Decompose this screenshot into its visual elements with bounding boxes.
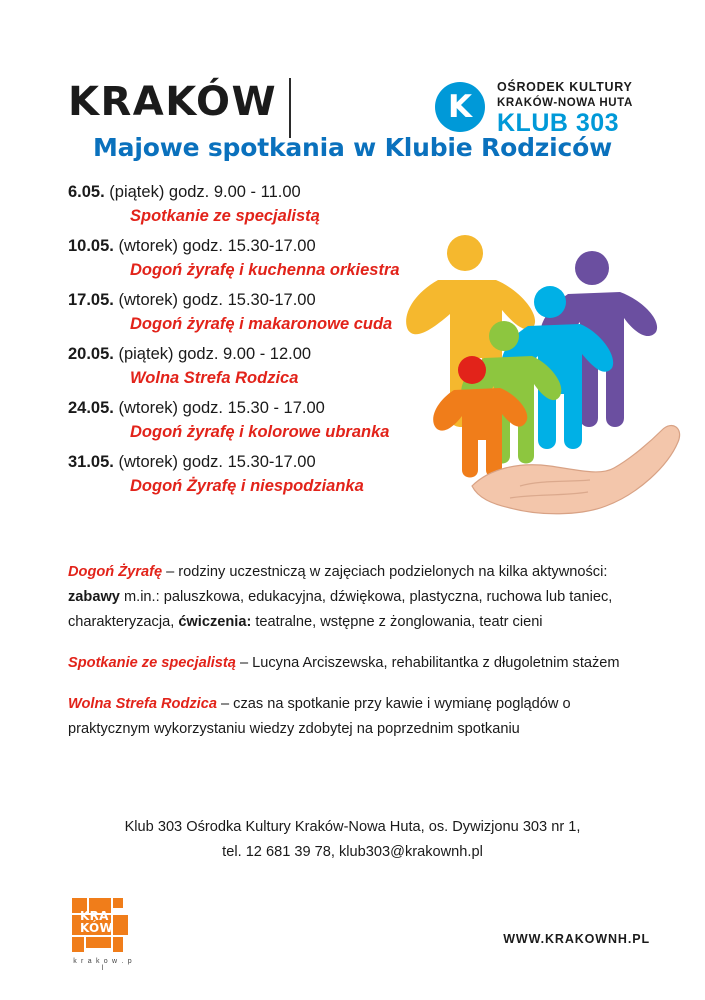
schedule-details: (wtorek) godz. 15.30-17.00 [118,237,316,255]
logo-caption: k r a k o w . p l [73,958,133,972]
krakow-pl-footer-logo [72,898,138,974]
schedule-datetime [68,342,498,366]
contact-phone-email: tel. 12 681 39 78, klub303@krakownh.pl [222,844,483,860]
schedule-details: (wtorek) godz. 15.30-17.00 [118,453,316,471]
schedule-details: (piątek) godz. 9.00 - 11.00 [109,183,301,201]
website-url[interactable]: WWW.KRAKOWNH.PL [503,932,650,946]
page-title: Majowe spotkania w Klubie Rodziców [93,133,612,162]
list-item [68,396,498,444]
schedule-datetime [68,450,498,474]
logo-square [113,937,123,952]
schedule-list [68,180,498,504]
header-divider [289,78,291,138]
schedule-date: 6.05. [68,183,105,201]
description-bold-2: ćwiczenia: [178,614,252,630]
description-body-3: teatralne, wstępne z żonglowania, teatr cieni [251,614,543,630]
org-logo-line2: KRAKÓW-NOWA HUTA [497,97,633,109]
schedule-event: Spotkanie ze specjalistą [130,207,320,225]
org-logo-line1: OŚRODEK KULTURY [497,80,633,94]
descriptions-section [68,560,648,758]
list-item [68,450,498,498]
logo-square [113,915,128,935]
description-term: Spotkanie ze specjalistą [68,655,236,671]
logo-square [113,898,123,908]
schedule-datetime [68,180,498,204]
schedule-date: 24.05. [68,399,114,417]
schedule-datetime [68,288,498,312]
list-item [68,180,498,228]
list-item [68,342,498,390]
schedule-event: Wolna Strefa Rodzica [130,369,299,387]
logo-square [86,937,111,948]
description-wolna-strefa-rodzica [68,692,648,742]
description-body-1: – Lucyna Arciszewska, rehabilitantka z długoletnim stażem [235,655,620,671]
description-bold-1: zabawy [68,589,120,605]
klub-303-circle-icon: K [435,82,485,132]
schedule-event: Dogoń żyrafę i makaronowe cuda [130,315,393,333]
schedule-details: (wtorek) godz. 15.30-17.00 [118,291,316,309]
description-dogon-zyrafe [68,560,648,635]
description-body-1: – czas na spotkanie przy kawie i wymianę poglądów o praktycznym wykorzystaniu wiedzy zdobytej na poprzednim spotkaniu [68,696,571,737]
contact-block [0,815,705,865]
schedule-date: 20.05. [68,345,114,363]
schedule-datetime [68,396,498,420]
logo-wordmark [80,910,113,934]
logo-square [72,937,84,952]
logo-wordmark-line1: KRA [80,909,109,923]
logo-wordmark-line2: KÓW [80,921,114,935]
osrodek-kultury-logo [435,78,650,140]
contact-address: Klub 303 Ośrodka Kultury Kraków-Nowa Huta, os. Dywizjonu 303 nr 1, [124,819,581,835]
description-term: Dogoń Żyrafę [68,564,163,580]
schedule-event: Dogoń Żyrafę i niespodzianka [130,477,364,495]
description-term: Wolna Strefa Rodzica [68,696,217,712]
page-header [0,38,705,137]
org-logo-line3: KLUB 303 [497,109,620,137]
krakow-logo-grid [72,898,130,954]
krakow-wordmark: KRAKÓW [68,79,278,125]
schedule-event: Dogoń żyrafę i kolorowe ubranka [130,423,390,441]
schedule-details: (piątek) godz. 9.00 - 12.00 [118,345,312,363]
description-body-1: – rodziny uczestniczą w zajęciach podzielonych na kilka aktywności: [162,564,608,580]
list-item [68,288,498,336]
schedule-event: Dogoń żyrafę i kuchenna orkiestra [130,261,400,279]
schedule-date: 10.05. [68,237,114,255]
schedule-datetime [68,234,498,258]
list-item [68,234,498,282]
schedule-details: (wtorek) godz. 15.30 - 17.00 [118,399,325,417]
schedule-date: 31.05. [68,453,114,471]
schedule-date: 17.05. [68,291,114,309]
description-body-2: m.in.: paluszkowa, edukacyjna, dźwiękowa, plastyczna, ruchowa lub taniec, charakteryzacja, [68,589,613,630]
description-spotkanie-ze-specjalista [68,651,648,676]
